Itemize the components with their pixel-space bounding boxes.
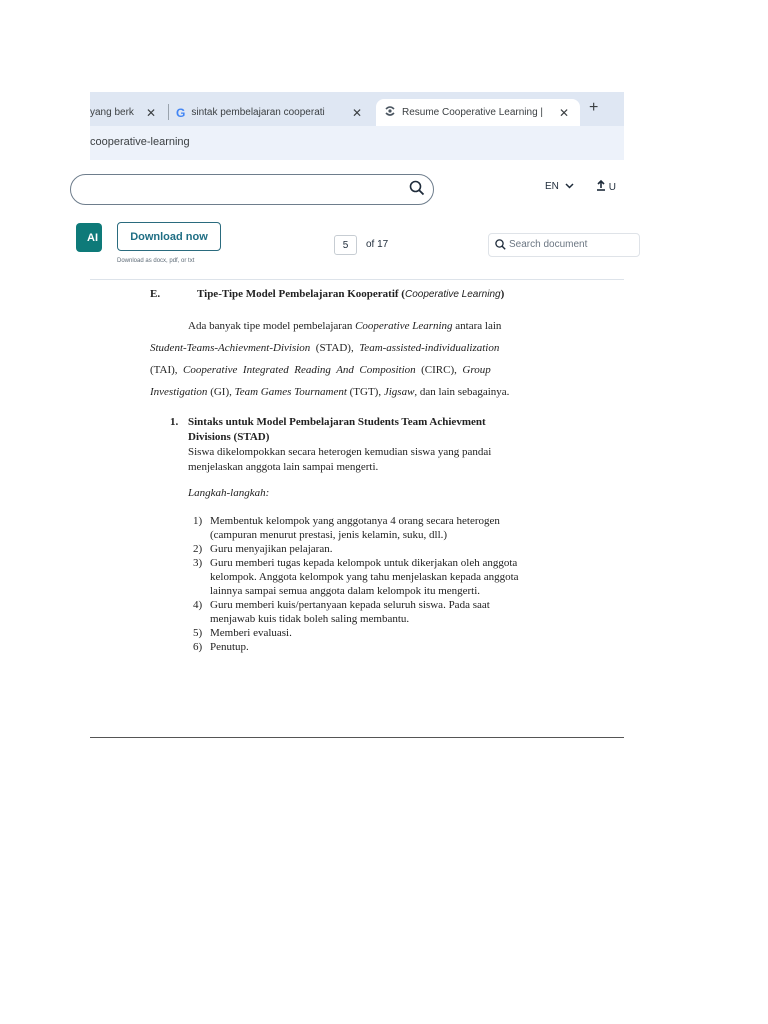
chevron-down-icon[interactable] [565,183,574,189]
tab-yang-berk[interactable] [90,99,168,126]
browser-screenshot [87,92,624,738]
step-text: Penutup. [210,641,249,653]
step-text: Guru memberi kuis/pertanyaan kepada seluruh siswa. Pada saat [210,599,490,611]
url-text: cooperative-learning [90,136,190,148]
paragraph-line: Investigation (GI), Team Games Tournament (TGT), Jigsaw, dan lain sebagainya. [150,386,510,398]
step-text: menjawab kuis tidak boleh saling membantu. [210,613,410,625]
document-toolbar [87,216,624,280]
paragraph-line: (TAI), Cooperative Integrated Reading And Composition (CIRC), Group [150,364,491,376]
page-total: of 17 [366,239,389,250]
tab-title: Resume Cooperative Learning | [402,107,544,118]
step-text: lainnya sampai semua anggota dalam kelompok itu mengerti. [210,585,481,597]
tab-close-icon[interactable]: ✕ [352,105,363,120]
tab-close-icon[interactable]: ✕ [146,105,157,120]
address-bar[interactable] [90,126,624,160]
tab-close-icon[interactable]: ✕ [559,105,570,120]
subheading-number: 1. [170,416,179,428]
tab-title: sintak pembelajaran cooperati [191,107,325,118]
paragraph-line: Student-Teams-Achievment-Division (STAD), Team-assisted-individualization [150,342,500,354]
paragraph-line: menjelaskan anggota lain sampai mengerti. [188,461,379,473]
step-text: kelompok. Anggota kelompok yang tahu menjelaskan kepada anggota [210,571,519,583]
step-number: 5) [193,627,203,639]
upload-button[interactable] [596,180,616,193]
tab-resume-cooperative-learning[interactable] [376,99,580,126]
step-text: Guru menyajikan pelajaran. [210,543,333,555]
step-text: Membentuk kelompok yang anggotanya 4 orang secara heterogen [210,515,500,527]
scribd-favicon-icon [384,105,396,120]
bottom-divider [90,737,624,738]
tab-sintak-pembelajaran[interactable] [176,99,366,126]
upload-icon [596,180,606,191]
ai-button[interactable]: AI [76,223,102,252]
steps-label: Langkah-langkah: [188,487,270,499]
step-text: (campuran menurut prestasi, jenis kelamin, suku, dll.) [210,529,448,541]
search-icon[interactable] [409,180,425,196]
document-search-input[interactable] [488,233,640,257]
download-formats-note: Download as docx, pdf, or txt [117,258,195,264]
document-page [90,280,624,738]
site-search-input[interactable] [70,174,434,205]
step-number: 6) [193,641,203,653]
download-button[interactable]: Download now [117,222,221,251]
site-header [90,160,624,216]
language-selector[interactable]: EN [545,181,559,192]
tab-title: yang berk [90,107,134,118]
step-number: 3) [193,557,203,569]
paragraph-line: Ada banyak tipe model pembelajaran Cooperative Learning antara lain [188,320,502,332]
page-number-input[interactable]: 5 [334,235,357,255]
tab-bar [90,92,624,126]
step-number: 4) [193,599,203,611]
subheading-line: Divisions (STAD) [188,431,270,443]
paragraph-line: Siswa dikelompokkan secara heterogen kemudian siswa yang pandai [188,446,492,458]
search-icon [495,239,506,250]
section-heading: Tipe-Tipe Model Pembelajaran Kooperatif (Cooperative Learning) [197,288,505,300]
google-icon: G [176,105,186,120]
step-number: 2) [193,543,203,555]
step-text: Memberi evaluasi. [210,627,292,639]
step-text: Guru memberi tugas kepada kelompok untuk dikerjakan oleh anggota [210,557,518,569]
upload-label: U [608,182,617,193]
new-tab-icon[interactable]: + [589,99,599,116]
subheading-line: Sintaks untuk Model Pembelajaran Students Team Achievment [188,416,486,428]
search-placeholder: Search document [509,239,588,250]
step-number: 1) [193,515,203,527]
tab-divider [168,104,169,120]
section-letter: E. [150,288,161,300]
